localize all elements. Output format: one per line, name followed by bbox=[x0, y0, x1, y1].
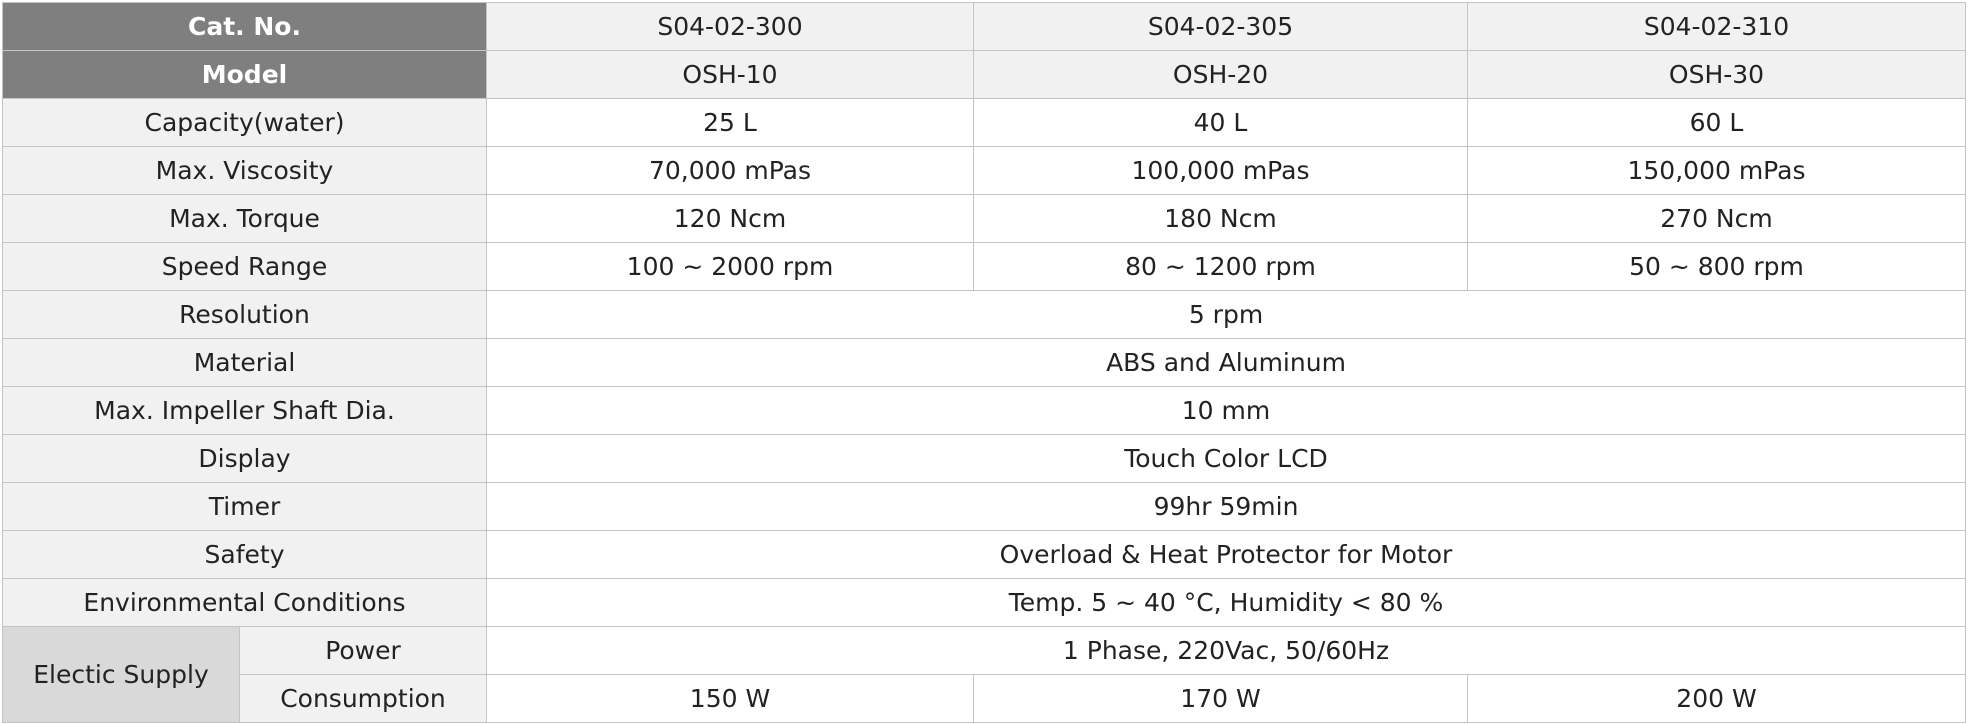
row-value: 50 ~ 800 rpm bbox=[1468, 243, 1966, 291]
power-value: 1 Phase, 220Vac, 50/60Hz bbox=[487, 627, 1966, 675]
row-value: Temp. 5 ~ 40 °C, Humidity < 80 % bbox=[487, 579, 1966, 627]
model-value: OSH-10 bbox=[487, 51, 974, 99]
row-value: Overload & Heat Protector for Motor bbox=[487, 531, 1966, 579]
row-value: 80 ~ 1200 rpm bbox=[974, 243, 1468, 291]
torque-row bbox=[3, 195, 1966, 243]
power-label: Power bbox=[240, 627, 487, 675]
row-value: 60 L bbox=[1468, 99, 1966, 147]
row-label: Safety bbox=[3, 531, 487, 579]
row-value: ABS and Aluminum bbox=[487, 339, 1966, 387]
row-label: Speed Range bbox=[3, 243, 487, 291]
row-value: 100,000 mPas bbox=[974, 147, 1468, 195]
cat-no-value: S04-02-300 bbox=[487, 3, 974, 51]
power-row bbox=[3, 627, 1966, 675]
capacity-row bbox=[3, 99, 1966, 147]
row-value: 120 Ncm bbox=[487, 195, 974, 243]
row-label: Resolution bbox=[3, 291, 487, 339]
row-label: Display bbox=[3, 435, 487, 483]
row-label: Timer bbox=[3, 483, 487, 531]
timer-row bbox=[3, 483, 1966, 531]
consumption-value: 200 W bbox=[1468, 675, 1966, 723]
model-value: OSH-20 bbox=[974, 51, 1468, 99]
safety-row bbox=[3, 531, 1966, 579]
row-value: 100 ~ 2000 rpm bbox=[487, 243, 974, 291]
material-row bbox=[3, 339, 1966, 387]
consumption-label: Consumption bbox=[240, 675, 487, 723]
speed-row bbox=[3, 243, 1966, 291]
cat-no-value: S04-02-310 bbox=[1468, 3, 1966, 51]
row-label: Max. Viscosity bbox=[3, 147, 487, 195]
consumption-row bbox=[3, 675, 1966, 723]
resolution-row bbox=[3, 291, 1966, 339]
row-label: Material bbox=[3, 339, 487, 387]
row-label: Max. Impeller Shaft Dia. bbox=[3, 387, 487, 435]
row-value: 10 mm bbox=[487, 387, 1966, 435]
viscosity-row bbox=[3, 147, 1966, 195]
row-value: 25 L bbox=[487, 99, 974, 147]
row-value: 270 Ncm bbox=[1468, 195, 1966, 243]
row-value: 150,000 mPas bbox=[1468, 147, 1966, 195]
row-value: 5 rpm bbox=[487, 291, 1966, 339]
cat-no-value: S04-02-305 bbox=[974, 3, 1468, 51]
model-value: OSH-30 bbox=[1468, 51, 1966, 99]
supply-label: Electic Supply bbox=[3, 627, 240, 723]
model-row bbox=[3, 51, 1966, 99]
spec-table bbox=[2, 2, 1966, 723]
row-label: Max. Torque bbox=[3, 195, 487, 243]
row-value: 99hr 59min bbox=[487, 483, 1966, 531]
consumption-value: 150 W bbox=[487, 675, 974, 723]
consumption-value: 170 W bbox=[974, 675, 1468, 723]
cat-no-label: Cat. No. bbox=[3, 3, 487, 51]
row-value: 180 Ncm bbox=[974, 195, 1468, 243]
row-label: Capacity(water) bbox=[3, 99, 487, 147]
environment-row bbox=[3, 579, 1966, 627]
shaft-row bbox=[3, 387, 1966, 435]
row-label: Environmental Conditions bbox=[3, 579, 487, 627]
row-value: 70,000 mPas bbox=[487, 147, 974, 195]
model-label: Model bbox=[3, 51, 487, 99]
display-row bbox=[3, 435, 1966, 483]
row-value: Touch Color LCD bbox=[487, 435, 1966, 483]
cat-no-row bbox=[3, 3, 1966, 51]
row-value: 40 L bbox=[974, 99, 1468, 147]
